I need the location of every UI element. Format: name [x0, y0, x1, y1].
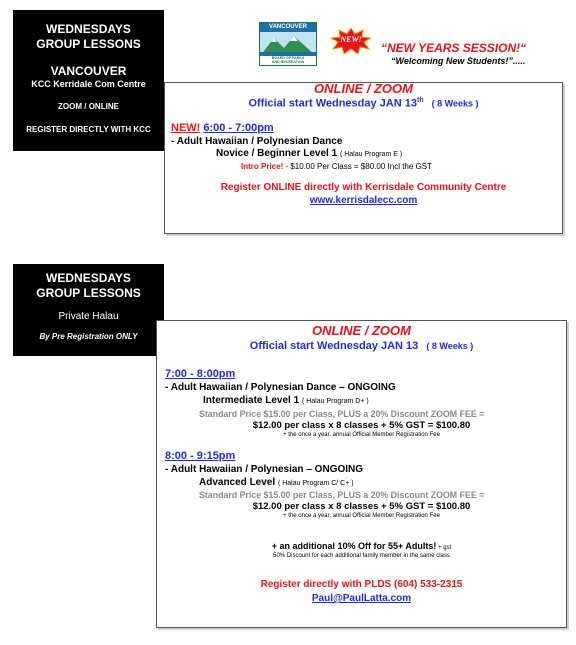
pre-registration-note: By Pre Registration ONLY	[39, 332, 138, 341]
box-heading-line2: GROUP LESSONS	[36, 37, 141, 51]
logo-bottom-line1: BOARD OF PARKS	[271, 56, 305, 60]
session2-calc: $12.00 per class x 8 classes + 5% GST = $100.80	[252, 501, 471, 512]
vancouver-parks-logo	[259, 22, 317, 66]
start-line	[157, 340, 566, 352]
level-line	[216, 148, 402, 159]
session2-fee: + the once a year, annual Official Member Registration Fee	[283, 513, 440, 519]
session1-class: - Adult Hawaiian / Polynesian Dance – ONGOING	[165, 382, 396, 393]
new-badge-text: NEW!	[340, 35, 362, 44]
senior-discount-line	[157, 541, 566, 551]
class-name: - Adult Hawaiian / Polynesian Dance	[171, 136, 343, 147]
email-link[interactable]: Paul@PaulLatta.com	[311, 593, 412, 604]
private-halau-label: Private Halau	[58, 311, 119, 322]
centre-label: KCC Kerridale Com Centre	[31, 79, 146, 89]
session1-level: Intermediate Level 1	[203, 395, 300, 406]
intro-text: - $10.00 Per Class = $80.00 Incl the GST	[283, 162, 432, 171]
start-sup: th	[416, 97, 424, 104]
box-heading-line2: GROUP LESSONS	[36, 286, 141, 300]
info-box-private-halau	[13, 264, 164, 356]
senior-discount: + an additional 10% Off for 55+ Adults!	[271, 541, 437, 551]
session1-level-line	[203, 395, 369, 406]
card-title: ONLINE / ZOOM	[312, 323, 411, 338]
session1-fee: + the once a year, annual Official Member Registration Fee	[283, 432, 440, 438]
mountain-icon	[260, 32, 316, 56]
start-text: Official start Wednesday JAN 13	[248, 97, 417, 110]
program-text: ( Halau Program E )	[339, 151, 403, 158]
logo-bottom-line2: AND RECREATION	[271, 60, 305, 64]
city-label: VANCOUVER	[50, 64, 127, 78]
intro-label: Intro Price!	[241, 162, 284, 171]
card-title: ONLINE / ZOOM	[314, 81, 413, 96]
session1-program: ( Halau Program D+ )	[301, 398, 369, 405]
session2-class: - Adult Hawaiian / Polynesian – ONGOING	[165, 464, 363, 475]
start-text: Official start Wednesday JAN 13	[249, 340, 419, 352]
card-kcc-class	[164, 82, 563, 234]
session1-calc: $12.00 per class x 8 classes + 5% GST = $100.80	[252, 420, 471, 431]
senior-gst: + gst	[436, 545, 452, 551]
session2-level-line	[199, 477, 354, 488]
session2-level: Advanced Level	[199, 477, 276, 488]
new-badge	[331, 28, 371, 54]
class-time[interactable]: 6:00 - 7:00pm	[203, 122, 274, 134]
email-line	[157, 593, 566, 604]
register-note: REGISTER DIRECTLY WITH KCC	[26, 125, 151, 134]
new-years-session: “NEW YEARS SESSION!“	[381, 41, 527, 55]
session1-time[interactable]: 7:00 - 8:00pm	[165, 368, 236, 380]
register-line: Register ONLINE directly with Kerrisdale Community Centre	[220, 182, 507, 193]
logo-top-text: VANCOUVER	[260, 23, 316, 32]
website-line	[165, 195, 562, 206]
website-link[interactable]: www.kerrisdalecc.com	[309, 195, 418, 206]
start-line	[165, 97, 562, 110]
info-box-kcc	[13, 10, 164, 151]
new-tag: NEW!	[171, 122, 201, 134]
session2-time[interactable]: 8:00 - 9:15pm	[165, 450, 236, 462]
session1-standard-price: Standard Price $15.00 per Class, PLUS a 20% Discount ZOOM FEE =	[199, 409, 485, 419]
session2-program: ( Halau Program C/ C+ )	[277, 480, 354, 487]
register-line: Register directly with PLDS (604) 533-2315	[260, 579, 463, 590]
welcoming-students: “Welcoming New Students!”.....	[391, 56, 526, 66]
level-text: Novice / Beginner Level 1	[216, 148, 338, 159]
box-heading-line1: WEDNESDAYS	[46, 22, 131, 36]
time-line	[171, 122, 274, 134]
card-plds-classes	[156, 320, 567, 628]
weeks-text: ( 8 Weeks )	[431, 98, 479, 109]
session2-standard-price: Standard Price $15.00 per Class, PLUS a 20% Discount ZOOM FEE =	[199, 490, 485, 500]
family-discount: 50% Discount for each additional family member in the same class	[273, 553, 450, 559]
weeks-text: ( 8 Weeks )	[426, 341, 474, 351]
mode-label: ZOOM / ONLINE	[58, 102, 119, 111]
box-heading-line1: WEDNESDAYS	[46, 271, 131, 285]
intro-line	[241, 162, 432, 171]
